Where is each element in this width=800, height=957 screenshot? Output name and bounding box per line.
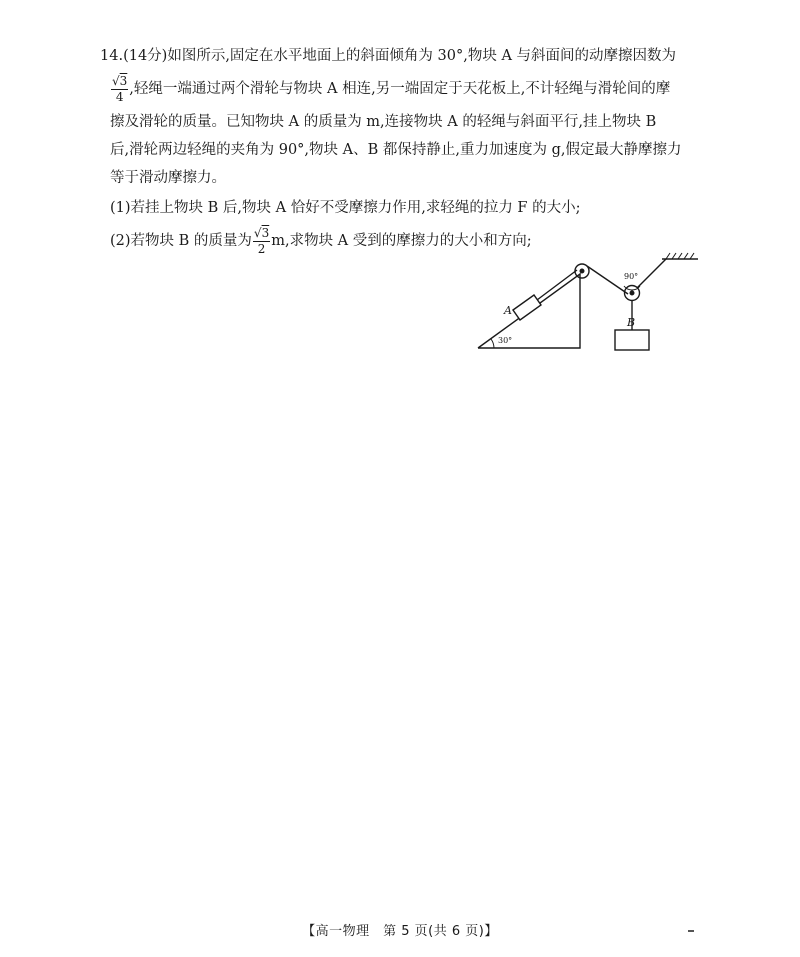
problem-line-1 (100, 42, 710, 70)
block-b (615, 330, 649, 350)
sqrt-icon: √ (112, 73, 120, 88)
sqrt-icon: √ (253, 225, 262, 240)
problem-number: 14. (100, 48, 124, 64)
question-2-suffix: m,求物块 A 受到的摩擦力的大小和方向; (271, 233, 532, 249)
question-2-prefix: (2)若物块 B 的质量为 (110, 233, 252, 249)
problem-text-5: 等于滑动摩擦力。 (110, 170, 226, 186)
q2-denominator: 2 (257, 241, 266, 256)
mu-denominator: 4 (115, 89, 124, 104)
problem-points: (14分) (123, 48, 168, 64)
problem-text-3: 擦及滑轮的质量。已知物块 A 的质量为 m,连接物块 A 的轻绳与斜面平行,挂上物块 B (110, 114, 657, 130)
incline-angle-label: 30° (498, 336, 513, 345)
rope-left (587, 266, 628, 294)
label-b: B (627, 316, 636, 329)
mass-b-fraction (253, 226, 270, 257)
problem-text-1: 如图所示,固定在水平地面上的斜面倾角为 30°,物块 A 与斜面间的动摩擦因数为 (167, 48, 677, 64)
problem-line-2 (110, 70, 710, 108)
block-a (513, 295, 541, 320)
problem-text-2: ,轻绳一端通过两个滑轮与物块 A 相连,另一端固定于天花板上,不计轻绳与滑轮间的摩 (129, 81, 671, 97)
rope-angle-label: 90° (624, 272, 639, 281)
problem-14 (100, 42, 710, 260)
q2-numerator: 3 (261, 225, 270, 240)
physics-diagram (470, 252, 700, 357)
label-a: A (504, 304, 512, 317)
rope-right (637, 259, 666, 288)
question-1: (1)若挂上物块 B 后,物块 A 恰好不受摩擦力作用,求轻绳的拉力 F 的大小; (110, 200, 581, 216)
incline-angle-arc (491, 339, 494, 348)
corner-mark (688, 930, 694, 932)
friction-coefficient-fraction (111, 74, 128, 105)
mu-numerator: 3 (119, 73, 128, 88)
page-footer: 【高一物理 第 5 页(共 6 页)】 (302, 924, 498, 939)
rope-slope (537, 270, 577, 300)
problem-text-4: 后,滑轮两边轻绳的夹角为 90°,物块 A、B 都保持静止,重力加速度为 g,假定最大静摩擦力 (110, 142, 682, 158)
